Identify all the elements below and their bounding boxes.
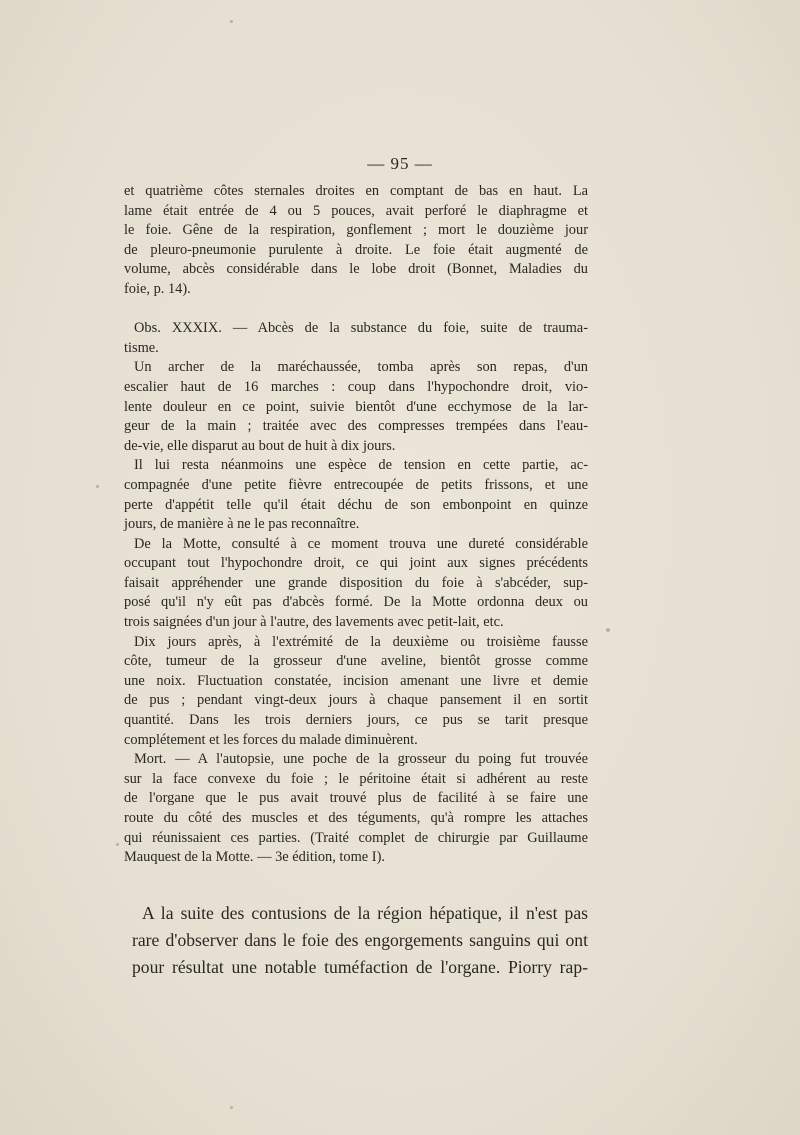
text-line: trois saignées d'un jour à l'autre, des lavements avec petit-lait, etc.	[124, 614, 504, 631]
text-line: sur la face convexe du foie ; le péritoine était si adhérent au reste	[124, 770, 588, 787]
text-line: escalier haut de 16 marches : coup dans l'hypochondre droit, vio-	[124, 378, 588, 395]
text-line: occupant tout l'hypochondre droit, ce qui joint aux signes précédents	[124, 555, 588, 572]
page-number: — 95 —	[367, 154, 433, 173]
text-line: A la suite des contusions de la région hépatique, il n'est pas	[142, 903, 588, 923]
text-line: compagnée d'une petite fièvre entrecoupée de petits frissons, et une	[124, 476, 588, 493]
observation-heading	[124, 319, 588, 358]
text-line: et quatrième côtes sternales droites en comptant de bas en haut. La	[124, 183, 588, 199]
text-line: de l'organe que le pus avait trouvé plus de facilité à se faire une	[124, 790, 588, 807]
paper-speck	[606, 628, 610, 632]
text-line: volume, abcès considérable dans le lobe droit (Bonnet, Maladies du	[124, 261, 588, 278]
text-line: route du côté des muscles et des téguments, qu'à rompre les attaches	[124, 810, 588, 826]
text-line: lame était entrée de 4 ou 5 pouces, avait perforé le diaphragme et	[124, 202, 588, 219]
text-line: Obs. XXXIX. — Abcès de la substance du foie, suite de trauma-	[134, 320, 588, 337]
paragraph-continuation	[124, 182, 588, 300]
text-line: De la Motte, consulté à ce moment trouva une dureté considérable	[134, 535, 588, 552]
text-line: complétement et les forces du malade diminuèrent.	[124, 731, 418, 748]
text-line: côte, tumeur de la grosseur d'une aveline, bientôt grosse comme	[124, 653, 588, 670]
text-line: jours, de manière à ne le pas reconnaître.	[124, 516, 360, 533]
text-line: lente douleur en ce point, suivie bientôt d'une ecchymose de la lar-	[124, 398, 588, 415]
text-line: foie, p. 14).	[124, 280, 191, 297]
paragraph	[124, 750, 588, 868]
paper-speck	[116, 843, 119, 846]
text-line: le foie. Gêne de la respiration, gonflement ; mort le douzième jour	[124, 222, 588, 239]
text-line: tisme.	[124, 339, 159, 356]
text-line: une noix. Fluctuation constatée, incision amenant une livre et demie	[124, 672, 588, 689]
text-line: perte d'appétit telle qu'il était déchu de son embonpoint en quinze	[124, 496, 588, 513]
text-line: posé qu'il n'y eût pas d'abcès formé. De la Motte ordonna deux ou	[124, 594, 588, 611]
text-line: Mauquest de la Motte. — 3e édition, tome I).	[124, 849, 385, 866]
paper-speck	[230, 20, 233, 23]
text-line: Mort. — A l'autopsie, une poche de la grosseur du poing fut trouvée	[134, 751, 588, 768]
paragraph	[124, 633, 588, 751]
text-line: Dix jours après, à l'extrémité de la deuxième ou troisième fausse	[134, 633, 588, 650]
text-line: Un archer de la maréchaussée, tomba après son repas, d'un	[134, 359, 588, 376]
paragraph	[124, 535, 588, 633]
text-line: quantité. Dans les trois derniers jours, ce pus se tarit presque	[124, 712, 588, 729]
paper-speck	[96, 485, 99, 488]
text-line: de pleuro-pneumonie purulente à droite. Le foie était augmenté de	[124, 241, 588, 258]
main-text-block	[124, 182, 588, 868]
large-text-block	[132, 900, 588, 981]
text-line: de pus ; pendant vingt-deux jours à chaque pansement il en sortit	[124, 692, 588, 709]
paragraph	[124, 358, 588, 456]
text-line: rare d'observer dans le foie des engorgements sanguins qui ont	[132, 930, 588, 950]
text-line: Il lui resta néanmoins une espèce de tension en cette partie, ac-	[134, 457, 588, 474]
paragraph-gap	[124, 300, 588, 320]
text-line: faisait appréhender une grande disposition du foie à s'abcéder, sup-	[124, 574, 588, 591]
text-line: pour résultat une notable tuméfaction de l'organe. Piorry rap-	[132, 957, 588, 977]
paper-speck	[230, 1106, 233, 1109]
text-line: qui réunissaient ces parties. (Traité complet de chirurgie par Guillaume	[124, 829, 588, 846]
text-line: geur de la main ; traitée avec des compresses trempées dans l'eau-	[124, 418, 588, 435]
paragraph	[124, 456, 588, 534]
text-line: de-vie, elle disparut au bout de huit à dix jours.	[124, 437, 396, 454]
